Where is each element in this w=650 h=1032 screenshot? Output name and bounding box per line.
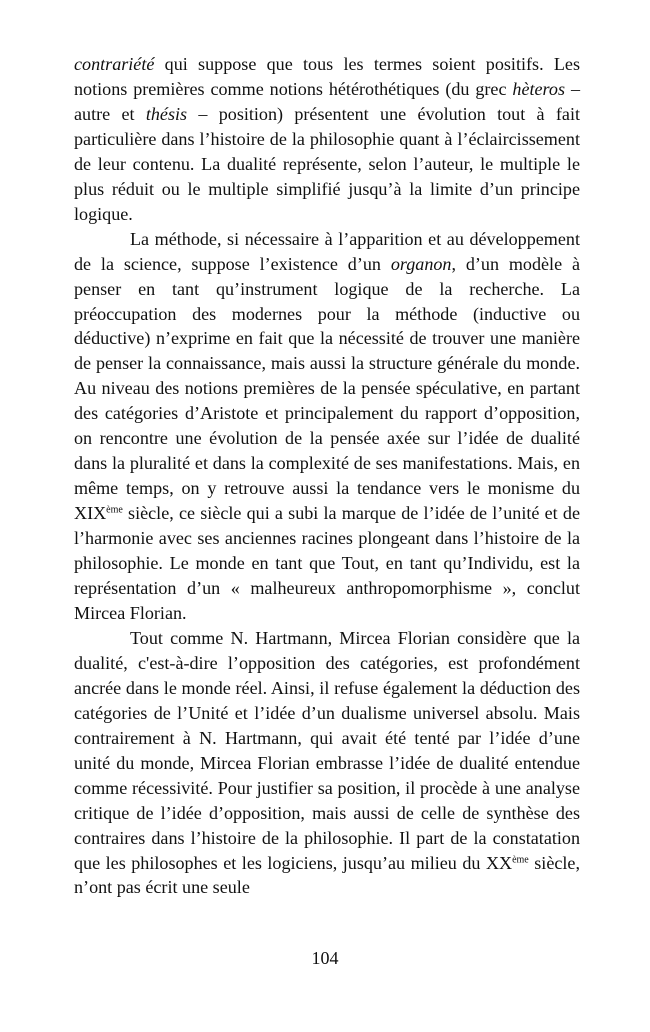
text-run: Tout comme N. Hartmann, Mircea Florian considère que la dualité, c'est-à-dire l’opposition des catégories, est profondément ancrée dans le monde réel. Ainsi, il refuse également la déduction des catégories de l’Unité et l’idée d’un dualisme universel absolu. Mais contrairement à N. Hartmann, qui avait été tenté par l’idée d’une unité du monde, Mircea Florian embrasse l’idée de dualité entendue comme récessivité. Pour justifier sa position, il procède à une analyse critique de l’idée d’opposition, mais aussi de celle de synthèse des contraires dans l’histoire de la philosophie. Il part de la constatation que les philosophes et les logiciens, jusqu’au milieu du XX xyxy=(74,627,580,873)
superscript: ème xyxy=(512,854,529,865)
italic-term: organon xyxy=(390,253,452,274)
paragraph-2 xyxy=(74,227,580,626)
superscript: ème xyxy=(106,504,123,516)
italic-term: hèteros xyxy=(512,78,566,99)
text-run: – position) présentent une évolution tout à fait particulière dans l’histoire de la philosophie quant à l’éclaircissement de leur contenu. La dualité représente, selon l’auteur, le multiple le plus réduit ou le multiple simplifié jusqu’à la limite d’un principe logique. xyxy=(74,103,580,224)
italic-term: contrariété xyxy=(74,54,155,74)
page-number: 104 xyxy=(311,948,339,968)
body-text xyxy=(74,52,580,900)
text-run: qui suppose que tous les termes soient positifs. Les notions premières comme notions hétérothétiques (du grec xyxy=(74,54,580,99)
paragraph-1 xyxy=(74,52,580,227)
text-run: La méthode, si nécessaire à l’apparition et au développement de la science, suppose l’existence d’un xyxy=(74,228,580,274)
text-run: – autre et xyxy=(74,78,580,124)
text-run: , d’un modèle à penser en tant qu’instrument logique de la recherche. La préoccupation des modernes pour la méthode (inductive ou déductive) n’exprime en fait que la nécessité de trouver une manière de penser la connaissance, mais aussi la structure générale du monde. Au niveau des notions premières de la pensée spéculative, en partant des catégories d’Aristote et principalement du rapport d’opposition, on rencontre une évolution de la pensée axée sur l’idée de dualité dans la pluralité et dans la complexité de ses manifestations. Mais, en même temps, on y retrouve aussi la tendance vers le monisme du XIX xyxy=(74,253,580,524)
text-run: siècle, ce siècle qui a subi la marque de l’idée de l’unité et de l’harmonie avec ses anciennes racines plongeant dans l’histoire de la philosophie. Le monde en tant que Tout, en tant qu’Individu, est la représentation d’un « malheureux anthropomorphisme », conclut Mircea Florian. xyxy=(74,503,580,623)
paragraph-3 xyxy=(74,626,580,900)
italic-term: thésis xyxy=(145,103,188,124)
text-run: siècle, n’ont pas écrit une seule xyxy=(74,852,580,898)
